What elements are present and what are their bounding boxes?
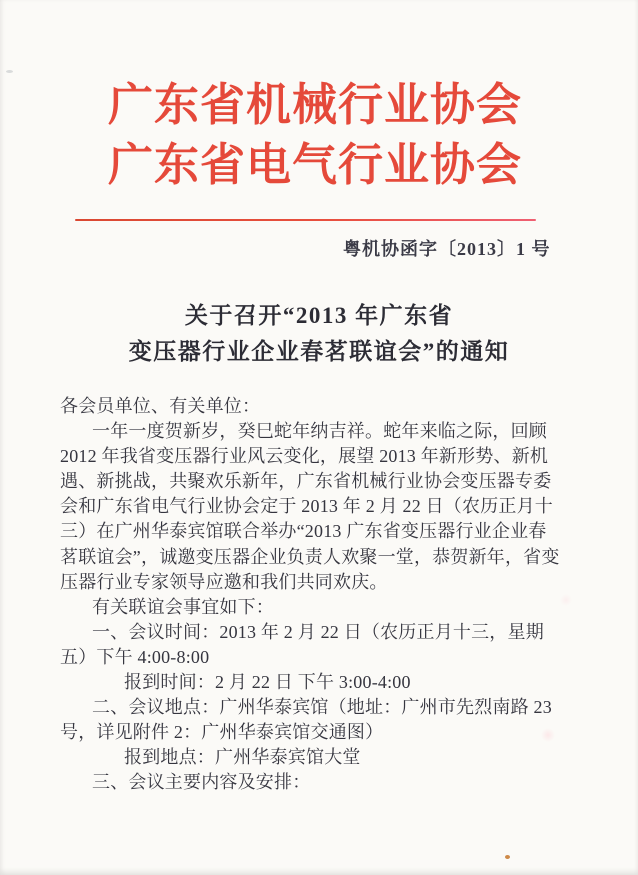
body-line: 三）在广州华泰宾馆联合举办“2013 广东省变压器行业企业春 [60, 521, 547, 542]
org-name-electrical-association: 广东省电气行业协会 [107, 140, 522, 190]
body-line: 2012 年我省变压器行业风云变化，展望 2013 年新形势、新机 [60, 446, 549, 467]
notice-title-line-1: 关于召开“2013 年广东省 [184, 303, 454, 328]
notice-title-line-2: 变压器行业企业春茗联谊会”的通知 [128, 339, 510, 364]
body-line: 三、会议主要内容及安排： [92, 772, 311, 793]
body-line: 二、会议地点：广州华泰宾馆（地址：广州市先烈南路 23 [92, 697, 552, 718]
scan-speck-gray [6, 70, 13, 73]
letterhead-divider-rule [75, 219, 536, 221]
body-line: 报到地点：广州华泰宾馆大堂 [124, 747, 361, 768]
notice-title [0, 298, 638, 370]
body-line: 号，详见附件 2：广州华泰宾馆交通图） [60, 722, 384, 743]
body-line: 五）下午 4:00-8:00 [60, 646, 210, 667]
body-line: 各会员单位、有关单位： [60, 396, 261, 416]
body-line: 会和广东省电气行业协会定于 2013 年 2 月 22 日（农历正月十 [60, 496, 553, 517]
scan-speck-orange [505, 855, 510, 859]
org-name-machinery-association: 广东省机械行业协会 [107, 80, 522, 130]
letterhead [0, 75, 630, 195]
body-line: 一年一度贺新岁，癸巳蛇年纳吉祥。蛇年来临之际，回顾 [92, 421, 547, 442]
body-line: 压器行业专家领导应邀和我们共同欢庆。 [60, 571, 388, 592]
notice-body [60, 394, 586, 796]
body-line: 报到时间：2 月 22 日 下午 3:00-4:00 [124, 672, 411, 693]
reference-number: 粤机协函字〔2013〕1 号 [343, 239, 551, 259]
body-line: 有关联谊会事宜如下： [92, 596, 274, 617]
body-line: 遇、新挑战，共聚欢乐新年，广东省机械行业协会变压器专委 [60, 471, 552, 492]
body-line: 一、会议时间：2013 年 2 月 22 日（农历正月十三，星期 [92, 621, 544, 642]
body-line: 茗联谊会”，诚邀变压器企业负责人欢聚一堂，恭贺新年，省变 [60, 546, 560, 567]
